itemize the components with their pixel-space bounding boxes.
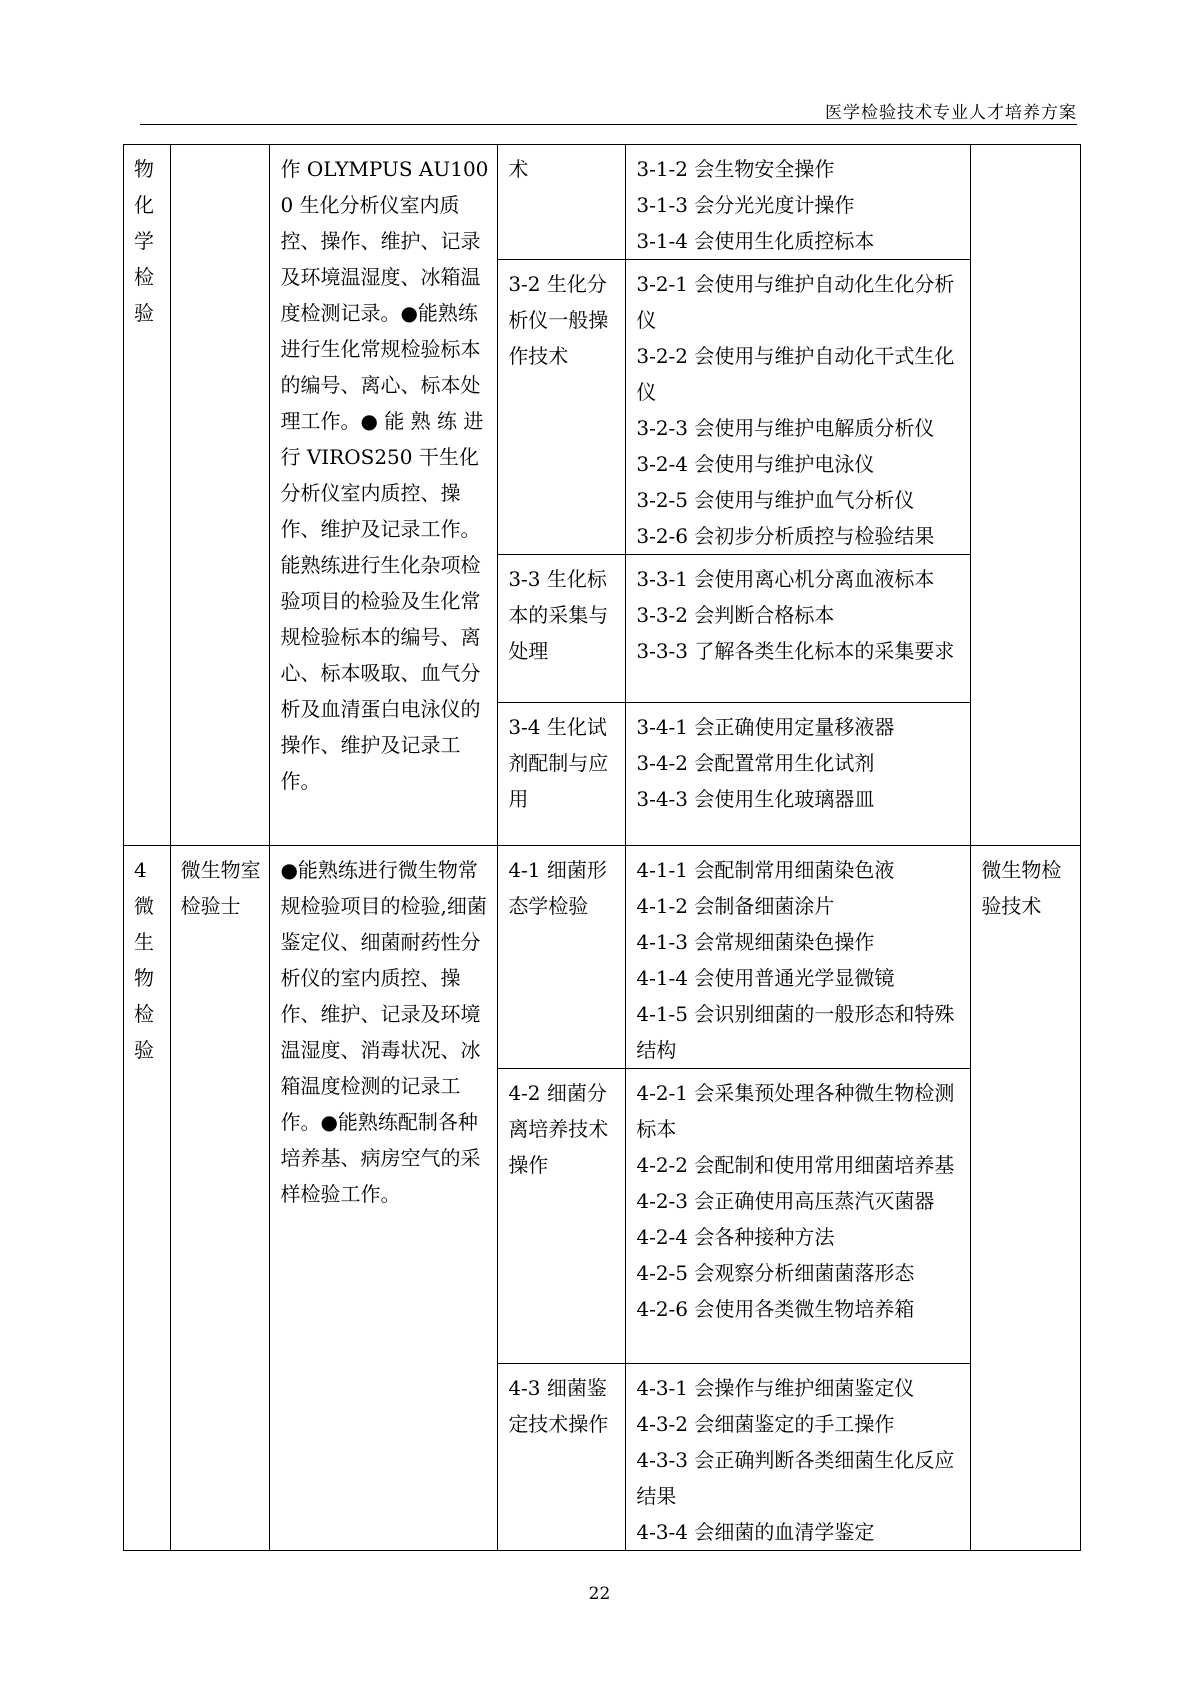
description-cell-block3: 作 OLYMPUS AU1000 生化分析仪室内质控、操作、维护、记录及环境温湿度、冰箱温度检测记录。●能熟练进行生化常规检验标本的编号、离心、标本处理工作。● 能 熟 练 进 行 VIROS250 干生化分析仪室内质控、操作、维护及记录工作。能熟练进行生化杂项检验项目的检验及生化常规检验标本的编号、离心、标本吸取、血气分析及血清蛋白电泳仪的操作、维护及记录工作。 bbox=[270, 145, 498, 846]
list-item: 4-2-6 会使用各类微生物培养箱 bbox=[636, 1297, 915, 1321]
list-item: 4-1-3 会常规细菌染色操作 bbox=[636, 930, 875, 954]
module-name-cell: 3-2 生化分析仪一般操作技术 bbox=[498, 260, 626, 555]
list-item: 4-1-1 会配制常用细菌染色液 bbox=[636, 858, 895, 882]
list-item: 3-2-4 会使用与维护电泳仪 bbox=[636, 452, 875, 476]
module-items-cell bbox=[626, 260, 971, 555]
category-cell-block4 bbox=[124, 846, 171, 1551]
module-name-cell: 3-3 生化标本的采集与处理 bbox=[498, 555, 626, 703]
list-item: 3-4-2 会配置常用生化试剂 bbox=[636, 751, 875, 775]
list-item: 4-3-3 会正确判断各类细菌生化反应结果 bbox=[636, 1448, 955, 1508]
module-name-cell: 4-2 细菌分离培养技术操作 bbox=[498, 1069, 626, 1364]
list-item: 4-2-5 会观察分析细菌菌落形态 bbox=[636, 1261, 915, 1285]
category-vertical-text: 4 微 生 物 检 验 bbox=[134, 858, 154, 1062]
list-item: 4-3-1 会操作与维护细菌鉴定仪 bbox=[636, 1376, 915, 1400]
list-item: 4-3-2 会细菌鉴定的手工操作 bbox=[636, 1412, 895, 1436]
description-cell-block4: ●能熟练进行微生物常规检验项目的检验,细菌鉴定仪、细菌耐药性分析仪的室内质控、操作、维护、记录及环境温湿度、消毒状况、冰箱温度检测的记录工作。●能熟练配制各种培养基、病房空气的采样检验工作。 bbox=[270, 846, 498, 1551]
course-cell-block3 bbox=[971, 145, 1081, 846]
list-item: 3-2-1 会使用与维护自动化生化分析仪 bbox=[636, 272, 955, 332]
course-cell-block4: 微生物检验技术 bbox=[971, 846, 1081, 1551]
list-item: 3-1-2 会生物安全操作 bbox=[636, 157, 835, 181]
module-name-cell: 4-1 细菌形态学检验 bbox=[498, 846, 626, 1069]
list-item: 4-2-1 会采集预处理各种微生物检测标本 bbox=[636, 1081, 955, 1141]
list-item: 3-2-6 会初步分析质控与检验结果 bbox=[636, 524, 935, 548]
list-item: 3-3-1 会使用离心机分离血液标本 bbox=[636, 567, 935, 591]
list-item: 3-4-3 会使用生化玻璃器皿 bbox=[636, 787, 875, 811]
list-item: 4-1-4 会使用普通光学显微镜 bbox=[636, 966, 895, 990]
category-vertical-text: 物 化 学 检 验 bbox=[134, 157, 154, 325]
list-item: 3-1-4 会使用生化质控标本 bbox=[636, 229, 875, 253]
list-item: 3-2-3 会使用与维护电解质分析仪 bbox=[636, 416, 935, 440]
list-item: 3-2-5 会使用与维护血气分析仪 bbox=[636, 488, 915, 512]
table-row bbox=[124, 145, 1081, 260]
module-items-cell bbox=[626, 145, 971, 260]
module-name-cell: 术 bbox=[498, 145, 626, 260]
curriculum-table bbox=[123, 144, 1081, 1551]
category-cell-block3 bbox=[124, 145, 171, 846]
list-item: 4-2-2 会配制和使用常用细菌培养基 bbox=[636, 1153, 955, 1177]
position-cell-block3 bbox=[170, 145, 270, 846]
list-item: 3-3-3 了解各类生化标本的采集要求 bbox=[636, 639, 955, 663]
module-items-cell bbox=[626, 1364, 971, 1551]
list-item: 4-1-2 会制备细菌涂片 bbox=[636, 894, 835, 918]
list-item: 4-2-3 会正确使用高压蒸汽灭菌器 bbox=[636, 1189, 935, 1213]
module-name-cell: 3-4 生化试剂配制与应用 bbox=[498, 703, 626, 846]
module-items-cell bbox=[626, 1069, 971, 1364]
list-item: 4-1-5 会识别细菌的一般形态和特殊结构 bbox=[636, 1002, 955, 1062]
table-row bbox=[124, 846, 1081, 1069]
list-item: 3-4-1 会正确使用定量移液器 bbox=[636, 715, 895, 739]
module-name-cell: 4-3 细菌鉴定技术操作 bbox=[498, 1364, 626, 1551]
header-rule bbox=[140, 124, 1077, 125]
module-items-cell bbox=[626, 846, 971, 1069]
page-number: 22 bbox=[588, 1584, 611, 1604]
list-item: 3-3-2 会判断合格标本 bbox=[636, 603, 835, 627]
module-items-cell bbox=[626, 555, 971, 703]
module-items-cell bbox=[626, 703, 971, 846]
list-item: 3-1-3 会分光光度计操作 bbox=[636, 193, 855, 217]
position-cell-block4: 微生物室检验士 bbox=[170, 846, 270, 1551]
list-item: 3-2-2 会使用与维护自动化干式生化仪 bbox=[636, 344, 955, 404]
page-header-title: 医学检验技术专业人才培养方案 bbox=[825, 103, 1077, 123]
list-item: 4-3-4 会细菌的血清学鉴定 bbox=[636, 1520, 875, 1544]
list-item: 4-2-4 会各种接种方法 bbox=[636, 1225, 835, 1249]
